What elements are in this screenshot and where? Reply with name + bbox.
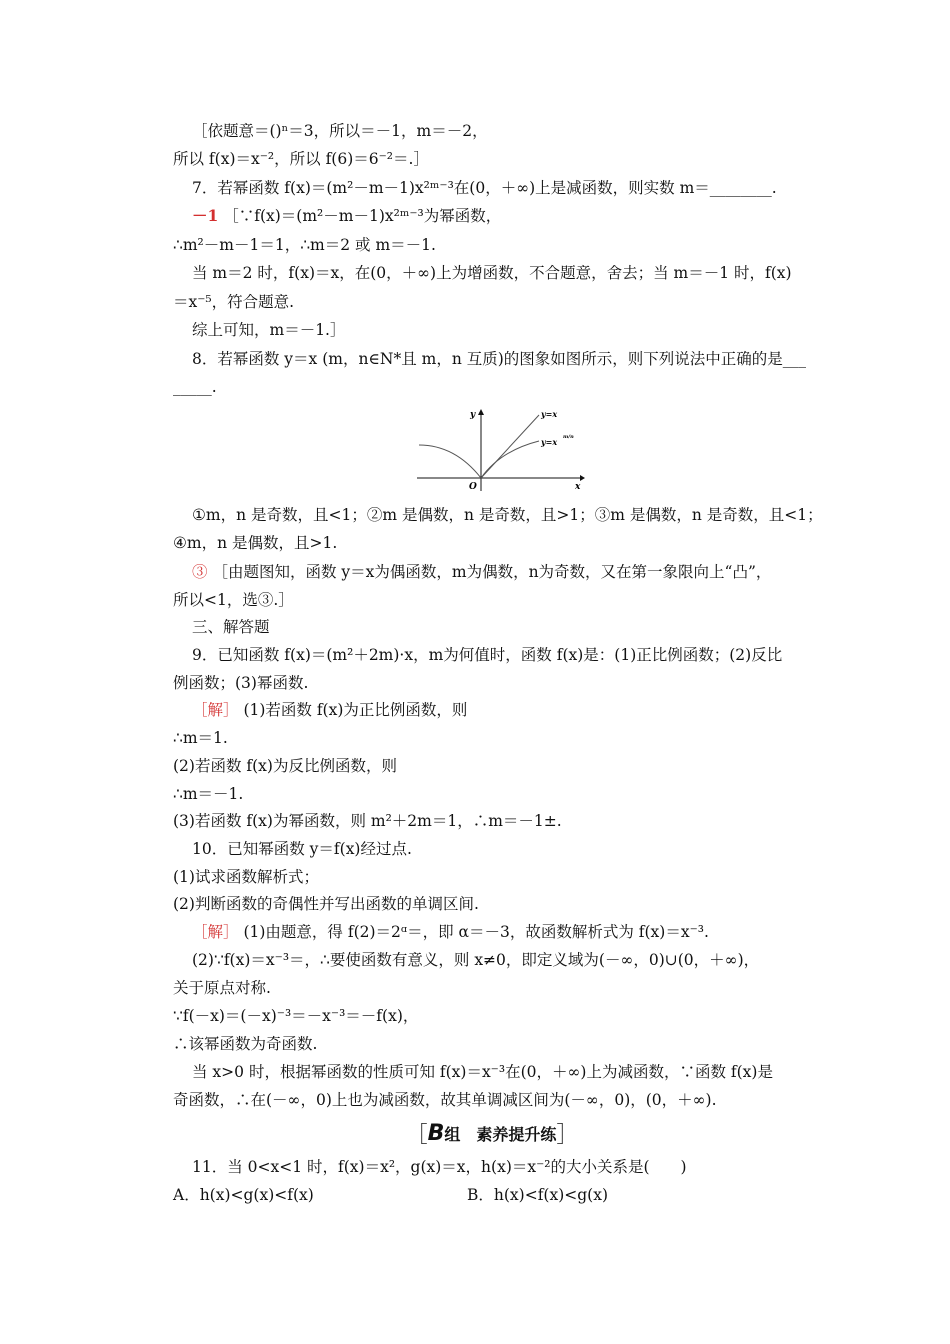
question-11: 11．当 0<x<1 时，f(x)＝x²，g(x)＝x，h(x)＝x⁻²的大小关系是( ) — [192, 1158, 687, 1176]
text-line: 奇函数，∴在(－∞，0)上也为减函数，故其单调减区间为(－∞，0)，(0，＋∞). — [173, 1091, 717, 1109]
option-a: A．h(x)<g(x)<f(x) — [173, 1186, 314, 1204]
answer-7-value: －1 — [192, 206, 219, 225]
text-line: 当 x>0 时，根据幂函数的性质可知 f(x)＝x⁻³在(0，＋∞)上为减函数，∵函数 f(x)是 — [192, 1063, 773, 1081]
text-line: (1)由题意，得 f(2)＝2ᵅ＝，即 α＝－3，故函数解析式为 f(x)＝x⁻³. — [238, 923, 709, 941]
option-b: B．h(x)<f(x)<g(x) — [467, 1186, 609, 1204]
solution-10-line — [192, 922, 709, 942]
text-line: ＝x⁻⁵，符合题意. — [173, 293, 295, 311]
banner-bracket-left: ［ — [405, 1123, 428, 1148]
answer-8-line — [192, 562, 771, 582]
text-line: 所以 f(x)＝x⁻²，所以 f(6)＝6⁻²＝.］ — [173, 150, 429, 168]
text-line: (1)试求函数解析式； — [173, 868, 319, 886]
question-10: 10．已知幂函数 y＝f(x)经过点. — [192, 840, 412, 858]
text-line: (2)∵f(x)＝x⁻³＝，∴要使函数有意义，则 x≠0，即定义域为(－∞，0)∪(0，＋∞)， — [192, 951, 760, 969]
banner-title: 组 素养提升练 — [444, 1125, 557, 1144]
question-7: 7．若幂函数 f(x)＝(m²－m－1)x²ᵐ⁻³在(0，＋∞)上是减函数，则实数 m＝________. — [192, 179, 777, 197]
text-line: (3)若函数 f(x)为幂函数，则 m²＋2m＝1，∴m＝－1±. — [173, 812, 562, 830]
text-line: 当 m＝2 时，f(x)＝x，在(0，＋∞)上为增函数，不合题意，舍去；当 m＝－1 时，f(x) — [192, 264, 792, 282]
text-line: (2)若函数 f(x)为反比例函数，则 — [173, 757, 397, 775]
text-line: (2)判断函数的奇偶性并写出函数的单调区间. — [173, 895, 479, 913]
banner-letter: B — [427, 1121, 445, 1146]
line-label: y=x — [541, 409, 558, 419]
section-heading: 三、解答题 — [192, 618, 270, 636]
curve-label: y=x — [541, 437, 558, 447]
options-8-line2: ④m，n 是偶数，且>1. — [173, 534, 338, 552]
section-banner — [392, 1121, 592, 1147]
solution-label: ［解］ — [192, 701, 239, 719]
text-line: ［∵f(x)＝(m²－m－1)x²ᵐ⁻³为幂函数， — [223, 207, 502, 225]
text-line: (1)若函数 f(x)为正比例函数，则 — [238, 701, 468, 719]
text-line: ∴m²－m－1＝1，∴m＝2 或 m＝－1. — [173, 236, 436, 254]
solution-9-line — [192, 700, 467, 720]
origin-label: O — [469, 482, 477, 492]
options-8-line1: ①m，n 是奇数，且<1；②m 是偶数，n 是奇数，且>1；③m 是偶数，n 是奇数，且<1； — [192, 506, 823, 524]
curve-exponent: m/n — [563, 434, 574, 440]
text-line: ∴m＝1. — [173, 729, 228, 747]
text-line: ∵f(－x)＝(－x)⁻³＝－x⁻³＝－f(x)， — [173, 1007, 419, 1025]
answer-7-line — [192, 206, 501, 226]
curve-left-branch — [419, 445, 481, 478]
text-line: 所以<1，选③.］ — [173, 591, 294, 609]
text-line: ［依题意＝()ⁿ＝3，所以＝－1，m＝－2， — [192, 122, 488, 140]
x-axis-arrow — [580, 475, 585, 481]
answer-8-value: ③ — [192, 563, 208, 581]
text-line: _____. — [173, 378, 217, 396]
text-line: 关于原点对称. — [173, 979, 271, 997]
text-line: 综上可知，m＝－1.］ — [192, 321, 346, 339]
question-9: 9．已知函数 f(x)＝(m²＋2m)·x，m为何值时，函数 f(x)是：(1)正比例函数；(2)反比 — [192, 646, 783, 664]
text-line: ∴该幂函数为奇函数. — [173, 1035, 318, 1053]
text-line: ［由题图知，函数 y＝x为偶函数，m为偶数，n为奇数，又在第一象限向上“凸”， — [212, 563, 772, 581]
line-y-equals-x — [481, 415, 539, 478]
banner-bracket-right: ］ — [556, 1123, 579, 1148]
text-line: ∴m＝－1. — [173, 785, 244, 803]
y-axis-label: y — [470, 410, 476, 420]
solution-label: ［解］ — [192, 923, 239, 941]
text-line: 例函数；(3)幂函数. — [173, 674, 309, 692]
x-axis-label: x — [575, 482, 581, 492]
y-axis-arrow — [478, 409, 484, 415]
power-function-graph — [415, 403, 585, 495]
question-8: 8．若幂函数 y＝x (m，n∈N*且 m，n 互质)的图象如图所示，则下列说法中正确的是___ — [192, 350, 807, 368]
